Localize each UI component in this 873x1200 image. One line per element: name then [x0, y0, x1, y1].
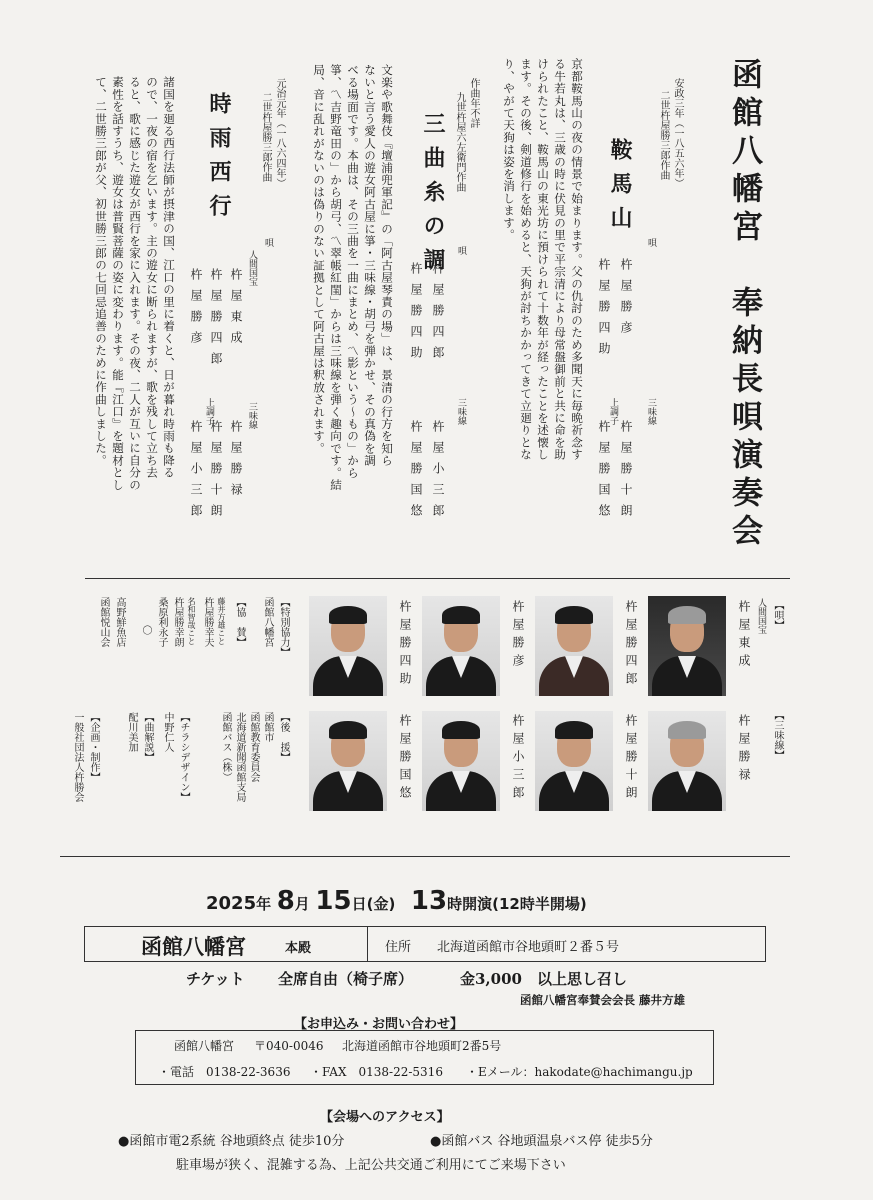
contact-box: [135, 1030, 714, 1085]
performer-photo: [309, 711, 387, 811]
uta-heading: 【唄】: [772, 600, 783, 630]
event-open-note: (12時半開場): [492, 895, 587, 913]
performer: 杵屋勝四助: [409, 262, 423, 367]
piece-description: て、二世勝三郎が父、初世勝三郎の七回忌追善のために作曲しました。: [94, 76, 108, 467]
piece-description: 素性を話すうち、遊女は普賢菩薩の姿に変わります。能『江口』を題材とし: [111, 76, 125, 491]
credit-item: 北海道新聞函館支局: [234, 712, 245, 802]
ticket-label: チケット: [186, 970, 245, 988]
performer-name: 杵屋小三郎: [511, 714, 525, 804]
event-weekday: (金): [366, 895, 396, 913]
piece-date: 安政三年（一八五六年）: [672, 78, 683, 188]
piece-title: 三曲糸の調: [420, 112, 446, 282]
event-datetime: [206, 886, 587, 916]
performer-name: 杵屋勝禄: [737, 714, 751, 786]
performer: 杵屋勝国悠: [597, 420, 611, 525]
performer: 杵屋小三郎: [189, 420, 203, 525]
performer-photo: [309, 596, 387, 696]
contact-phone[interactable]: ・電話 0138-22-3636: [158, 1065, 291, 1079]
credit-label: 【企画・制作】: [88, 712, 99, 782]
performer-photo: [648, 711, 726, 811]
shami-label: 三味線: [247, 402, 257, 429]
credit-item: 名和智哉こと: [187, 597, 196, 645]
performer: 杵屋勝十朗: [209, 420, 223, 525]
ticket-seating: 全席自由（椅子席）: [278, 970, 414, 988]
piece-description: ます。その後、剣道修行を始めると、天狗が討ちかかってきて立廻りとな: [519, 58, 533, 461]
event-month-unit: 月: [294, 895, 310, 913]
uwajoshi-label: 上調子: [608, 398, 618, 425]
uta-label: 唄: [646, 238, 656, 247]
performer-name: 杵屋東成: [737, 600, 751, 672]
credit-item: 函館バス（株）: [220, 712, 231, 782]
page-title: 函館八幡宮 奉納長唄演奏会: [726, 58, 762, 552]
performer-photo: [535, 711, 613, 811]
access-tram: ●函館市電2系統 谷地頭終点 徒歩10分: [118, 1134, 345, 1149]
performer: 杵屋東成: [229, 268, 243, 352]
contact-fax: ・FAX 0138-22-5316: [310, 1065, 443, 1079]
piece-description: ので、一夜の宿を乞います。主の遊女に断られますが、歌を残して立ち去: [145, 76, 159, 479]
credit-item: 一般社団法人杵勝会: [72, 712, 83, 802]
event-year-unit: 年: [256, 895, 272, 913]
performer-photo: [535, 596, 613, 696]
event-year: 2025: [206, 893, 257, 914]
piece-date: 元治元年（一八六四年）: [274, 78, 285, 188]
performer: 杵屋勝十朗: [619, 420, 633, 525]
piece-composer: 二世杵屋勝三郎作曲: [658, 90, 669, 180]
piece-composer: 九世杵屋六左衛門作曲: [454, 92, 465, 192]
credit-item: 配川美加: [126, 712, 137, 752]
piece-composer: 二世杵屋勝三郎作曲: [260, 92, 271, 182]
shami-label: 三味線: [646, 398, 656, 425]
performer: 杵屋勝四郎: [209, 268, 223, 373]
uta-label: 唄: [263, 238, 273, 247]
credit-label: 【特別協力】: [278, 597, 289, 657]
contact-name: 函館八幡宮: [174, 1039, 235, 1053]
ticket-price: 金3,000 以上思し召し: [460, 970, 627, 988]
performer: 杵屋勝彦: [189, 268, 203, 352]
contact-email[interactable]: ・Eメール：hakodate@hachimangu.jp: [466, 1065, 693, 1079]
performer: 杵屋勝四助: [597, 258, 611, 363]
credit-item: 中野仁人: [162, 712, 173, 752]
performer-name: 杵屋勝彦: [511, 600, 525, 672]
credit-item: 函館市: [262, 712, 273, 742]
piece-description: り、やがて天狗は姿を消します。: [502, 58, 516, 241]
access-bus: ●函館バス 谷地頭温泉バス停 徒歩5分: [430, 1134, 653, 1149]
piece-description: 諸国を廻る西行法師が摂津の国、江口の里に着くと、日が暮れ時雨も降る: [162, 76, 176, 479]
event-start-hour: 13: [410, 886, 448, 916]
piece-title: 鞍馬山: [607, 138, 633, 240]
piece-description: ないと言う愛人の遊女阿古屋に箏・三味線・胡弓を弾かせ、その真偽を調: [363, 64, 377, 467]
performer-photo: [648, 596, 726, 696]
event-day-unit: 日: [351, 895, 367, 913]
performer: 杵屋勝禄: [229, 420, 243, 504]
venue-box: [84, 926, 766, 962]
event-month: 8: [276, 886, 295, 916]
living-treasure-tag: 人間国宝: [756, 598, 766, 634]
performer-photo: [422, 596, 500, 696]
credit-item: 杵屋勝幸朗: [172, 597, 183, 647]
venue-hall: 本殿: [285, 941, 312, 956]
credit-item: 高野鮮魚店: [114, 597, 125, 647]
section-divider: [60, 856, 790, 857]
shami-label: 三味線: [456, 398, 466, 425]
credit-item: 函館八幡宮: [262, 597, 273, 647]
piece-title: 時雨西行: [206, 92, 232, 228]
event-day: 15: [315, 886, 352, 916]
credit-item: 函館悦山会: [98, 597, 109, 647]
piece-description: 文楽や歌舞伎『壇浦兜軍記』の「阿古屋琴責の場」は、景清の行方を知ら: [380, 64, 394, 467]
credit-item: 函館教育委員会: [248, 712, 259, 782]
parking-note: 駐車場が狭く、混雑する為、上記公共交通ご利用にてご来場下さい: [176, 1158, 566, 1173]
address-label: 住所: [385, 940, 412, 955]
organizer: 函館八幡宮奉賛会会長 藤井方雄: [520, 993, 686, 1007]
credit-item: 〇: [140, 625, 151, 635]
access-heading: 【会場へのアクセス】: [320, 1110, 450, 1125]
piece-description: ると、歌に感じた遊女が西行を家に入れます。その夜、二人が互いに自分の: [128, 76, 142, 491]
performer-name: 杵屋勝国悠: [398, 714, 412, 804]
contact-postal: 〒040-0046: [254, 1039, 324, 1053]
piece-description: べる場面です。本曲は、その三曲を一曲にまとめ、〽影という～もの」から: [346, 64, 360, 479]
event-start-unit: 時開演: [447, 895, 493, 913]
venue-name: 函館八幡宮: [141, 934, 246, 959]
piece-description: 京都鞍馬山の夜の情景で始まります。父の仇討のため多聞天に毎晩祈念す: [570, 58, 584, 461]
performer: 杵屋小三郎: [431, 420, 445, 525]
performer: 杵屋勝彦: [619, 258, 633, 342]
credit-item: 桑原利永子: [156, 597, 167, 647]
credit-label: 【チラシデザイン】: [178, 712, 189, 802]
contact-address: 北海道函館市谷地頭町2番5号: [342, 1039, 502, 1053]
credit-item: 藤井方雄こと: [217, 597, 226, 645]
performer-photo: [422, 711, 500, 811]
venue-address: 北海道函館市谷地頭町２番５号: [437, 940, 620, 955]
uwajoshi-label: 上調子: [204, 398, 214, 425]
piece-date: 作曲年不詳: [468, 78, 479, 128]
contact-heading: 【お申込み・お問い合わせ】: [294, 1017, 464, 1032]
credit-label: 【協 賛】: [234, 597, 245, 647]
venue-box-separator: [367, 927, 368, 961]
credit-label: 【後 援】: [278, 712, 289, 762]
performer: 杵屋勝国悠: [409, 420, 423, 525]
uta-label: 唄: [456, 246, 466, 255]
shami-heading: 【三味線】: [772, 710, 783, 760]
credit-item: 杵屋勝幸夫: [202, 597, 213, 647]
performer-name: 杵屋勝十朗: [624, 714, 638, 804]
piece-description: る牛若丸は、三歳の時に伏見の里で平宗清により母常盤御前と共に命を助: [553, 58, 567, 461]
piece-description: けられたこと、鞍馬山の東光坊に預けられて十数年が経ったことを述懐し: [536, 58, 550, 461]
credit-label: 【曲解説】: [142, 712, 153, 762]
section-divider: [85, 578, 790, 579]
living-treasure-tag: 人間国宝: [247, 250, 257, 286]
piece-description: 箏、〽吉野竜田の」から胡弓、〽翠帳紅閨」からは三味線を弾く趣向です。結: [329, 64, 343, 491]
performer-name: 杵屋勝四助: [398, 600, 412, 690]
performer-name: 杵屋勝四郎: [624, 600, 638, 690]
piece-description: 局、音に乱れがないのは偽りのない証拠として阿古屋は釈放されます。: [312, 64, 326, 455]
performer: 杵屋勝四郎: [431, 262, 445, 367]
